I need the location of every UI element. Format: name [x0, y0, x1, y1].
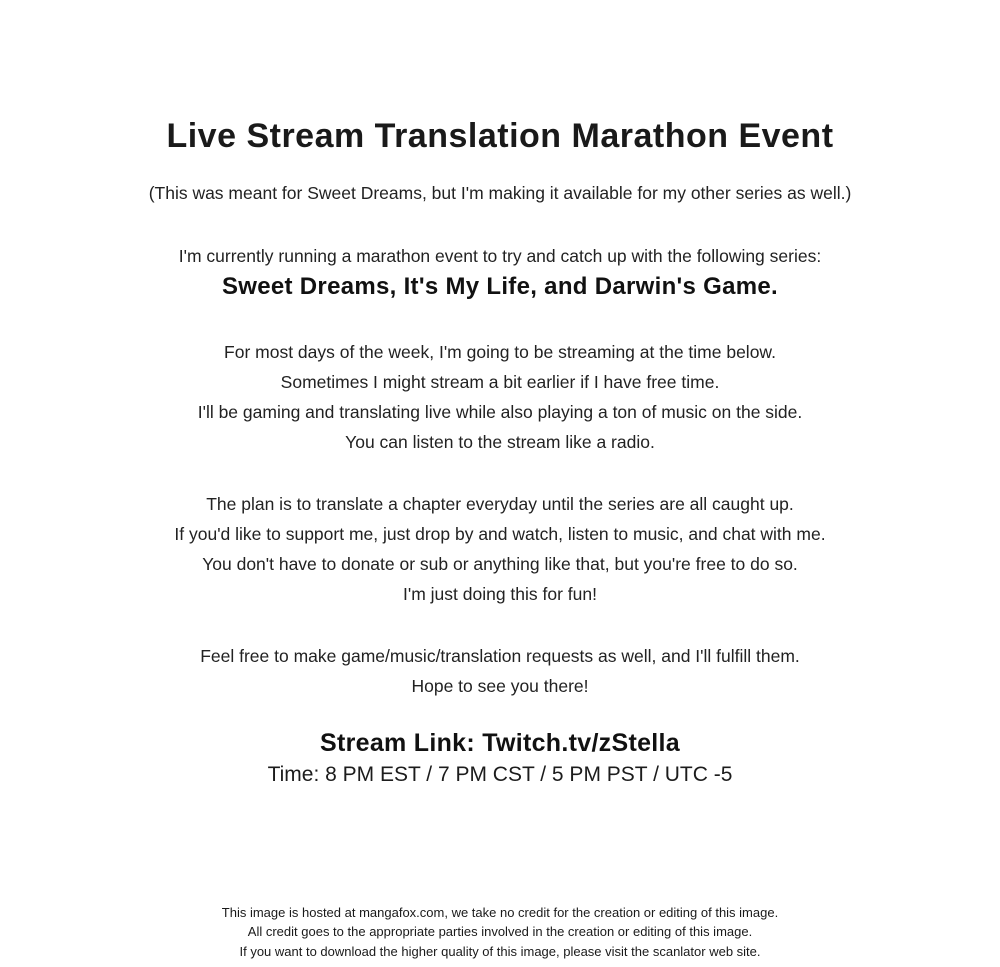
hosting-disclaimer — [0, 903, 1000, 962]
page-subtitle: (This was meant for Sweet Dreams, but I'm making it available for my other series as well.) — [148, 183, 852, 203]
stream-info-section — [0, 727, 1000, 790]
plan-line: If you'd like to support me, just drop by and watch, listen to music, and chat with me. — [174, 524, 826, 544]
disclaimer-line: If you want to download the higher quality of this image, please visit the scanlator web site. — [239, 943, 761, 959]
requests-line: Feel free to make game/music/translation requests as well, and I'll fulfill them. — [200, 646, 800, 666]
stream-link-text: Stream Link: Twitch.tv/zStella — [319, 729, 680, 757]
plan-line: I'm just doing this for fun! — [403, 584, 597, 604]
intro-line: I'm currently running a marathon event to try and catch up with the following series: — [178, 246, 822, 266]
schedule-line: Sometimes I might stream a bit earlier if I have free time. — [280, 372, 720, 392]
disclaimer-line: All credit goes to the appropriate parties involved in the creation or editing of this image. — [247, 924, 753, 939]
series-list-line: Sweet Dreams, It's My Life, and Darwin's Game. — [221, 273, 779, 300]
intro-section — [0, 243, 1000, 305]
schedule-line: You can listen to the stream like a radio. — [345, 432, 655, 452]
plan-line: You don't have to donate or sub or anything like that, but you're free to do so. — [202, 554, 798, 574]
schedule-line: For most days of the week, I'm going to be streaming at the time below. — [224, 342, 776, 362]
page-title: Live Stream Translation Marathon Event — [166, 117, 834, 155]
schedule-section — [0, 337, 1000, 457]
disclaimer-line: This image is hosted at mangafox.com, we take no credit for the creation or editing of this image. — [221, 904, 779, 920]
stream-time-text: Time: 8 PM EST / 7 PM CST / 5 PM PST / UTC -5 — [267, 763, 733, 786]
schedule-line: I'll be gaming and translating live while also playing a ton of music on the side. — [197, 402, 803, 422]
plan-line: The plan is to translate a chapter everyday until the series are all caught up. — [206, 494, 794, 514]
plan-section — [0, 489, 1000, 609]
requests-section — [0, 641, 1000, 701]
requests-line: Hope to see you there! — [411, 676, 589, 696]
